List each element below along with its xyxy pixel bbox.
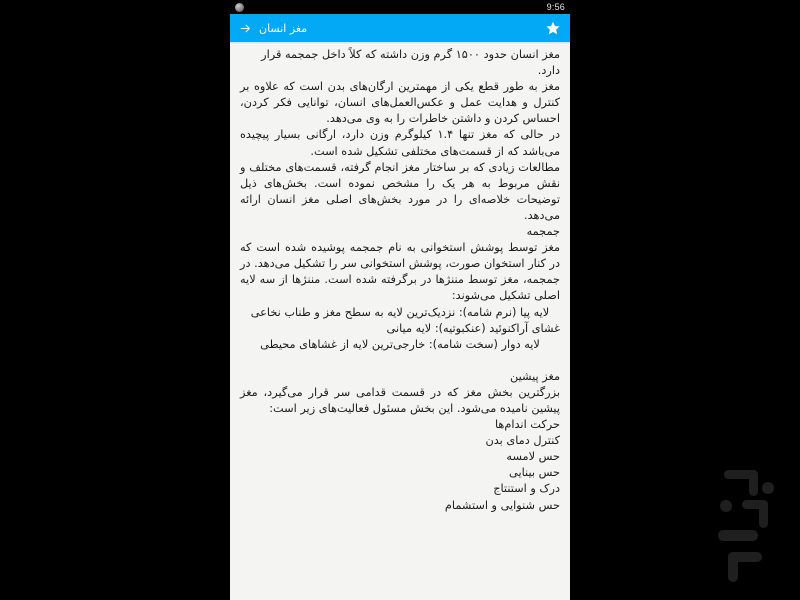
list-item-meninges-arachnoid: غشای آراکنوئید (عنکبوتیه): لایه میانی	[386, 321, 560, 335]
list-item-function-touch: حس لامسه	[506, 450, 560, 464]
list-item-function-movement: حرکت اندام‌ها	[494, 418, 560, 432]
list-item-meninges-pia: لایه پیا (نرم شامه): نزدیک‌ترین لایه به سطح مغز و طناب نخاعی	[250, 305, 550, 319]
list-item-function-hearing-smell: حس شنوایی و استشمام	[444, 498, 560, 512]
phone-viewport	[230, 0, 570, 600]
paragraph-intro-weight: مغز انسان حدود ۱۵۰۰ گرم وزن داشته که کلاً داخل جمجمه قرار دارد.	[261, 48, 560, 78]
star-icon[interactable]	[544, 19, 562, 37]
page-title: مغز انسان	[259, 21, 308, 35]
back-arrow-icon[interactable]	[238, 21, 252, 35]
paragraph-brain-studies: مطالعات زیادی که بر ساختار مغز انجام گرفته، قسمت‌های مختلف و نقش مربوط به هر یک را مشخص نموده است. بخش‌های ذیل توضیحات خلاصه‌ای را در مورد بخش‌های اصلی مغز انسان ارائه می‌دهد.	[240, 160, 560, 222]
list-item-function-reasoning: درک و استنتاج	[493, 482, 560, 496]
list-item-function-temperature: کنترل دمای بدن	[485, 434, 560, 448]
app-notification-icon	[235, 3, 244, 12]
action-bar-title-group	[238, 21, 307, 35]
paragraph-brain-complexity: در حالی که مغز تنها ۱.۴ کیلوگرم وزن دارد، ارگانی بسیار پیچیده می‌باشد که از قسمت‌های مختلفی تشکیل شده است.	[240, 128, 560, 158]
article-content[interactable]	[230, 44, 570, 600]
section-heading-skull: جمجمه	[526, 225, 560, 239]
list-item-function-vision: حس بینایی	[509, 466, 560, 480]
list-item-meninges-dura: لایه دوار (سخت شامه): خارجی‌ترین لایه از غشاهای محیطی	[260, 337, 540, 351]
paragraph-forebrain-body: بزرگترین بخش مغز که در قسمت قدامی سر قرار می‌گیرد، مغز پیشین نامیده می‌شود. این بخش مسئول فعالیت‌های زیر است:	[240, 385, 560, 415]
app-action-bar	[230, 14, 570, 42]
persian-logo-watermark-icon	[702, 452, 782, 582]
cut-off-line-wrapper	[240, 498, 560, 512]
section-spacer	[240, 353, 560, 369]
paragraph-brain-importance: مغز به طور قطع یکی از مهمترین ارگان‌های بدن است که علاوه بر کنترل و هدایت عمل و عکس‌العمل‌های انسان، توانایی فکر کردن، احساس کردن و داشتن خاطرات را به وی می‌دهد.	[240, 80, 560, 126]
section-heading-forebrain: مغز پیشین	[510, 369, 560, 383]
paragraph-skull-body: مغز توسط پوشش استخوانی به نام جمجمه پوشیده شده است که در کنار استخوان صورت، پوشش استخوانی سر را تشکیل می‌دهد. در جمجمه، مغز توسط مننژها در برگرفته شده است. مننژها از سه لایه اصلی تشکیل می‌شوند:	[240, 241, 560, 303]
status-bar-left	[235, 3, 244, 12]
status-bar-clock: 9:56	[546, 2, 565, 12]
android-status-bar	[230, 0, 570, 14]
